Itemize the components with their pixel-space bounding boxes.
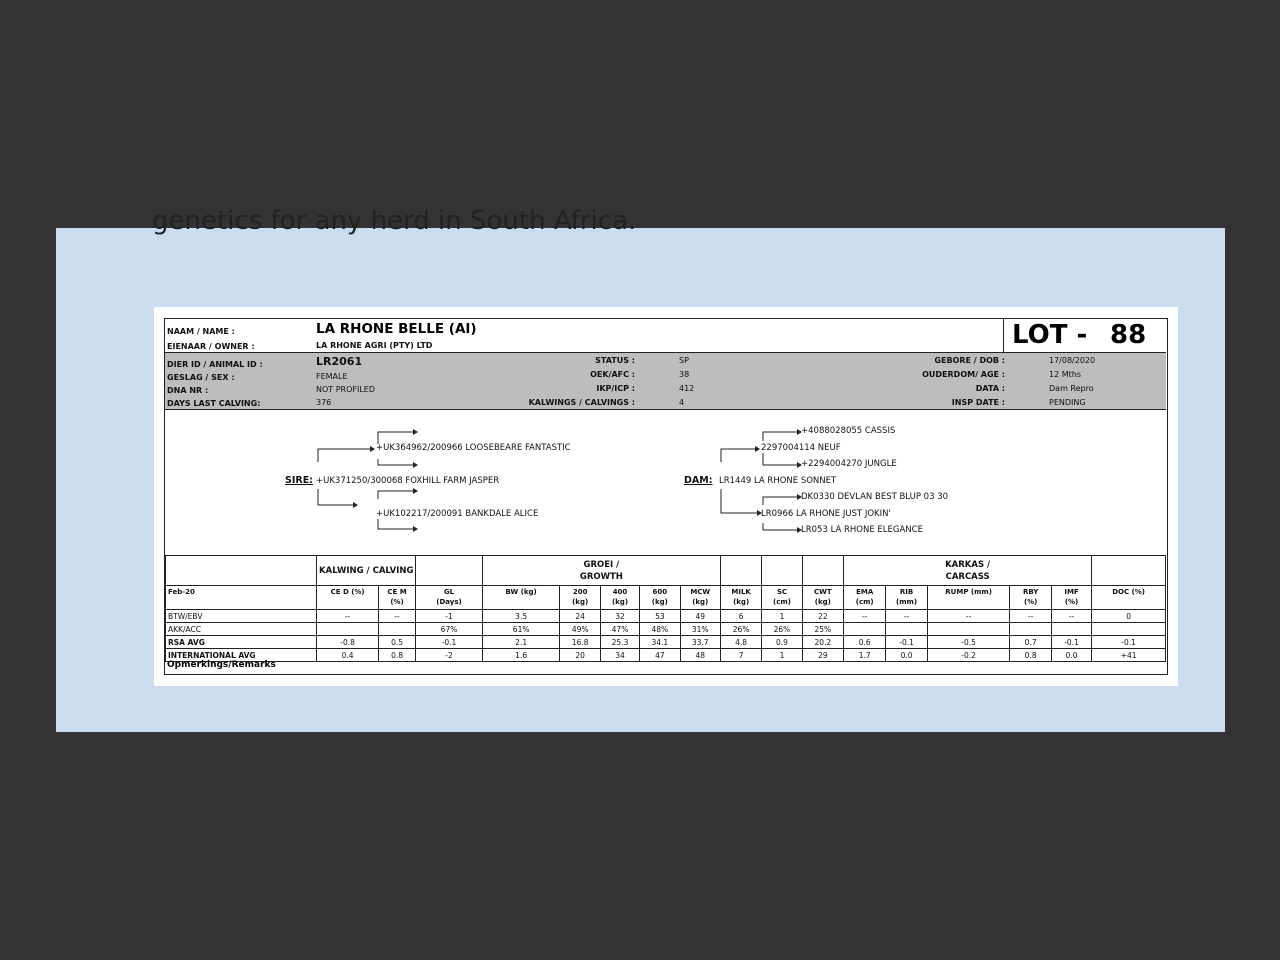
row-label: AKK/ACC [166,623,317,636]
table-cell [844,623,886,636]
table-cell: 6 [720,610,761,623]
table-row [166,636,1166,649]
table-cell [1051,623,1091,636]
column-header: GL (Days) [416,586,483,610]
table-cell: 34.1 [640,636,680,649]
table-cell: -0.1 [886,636,927,649]
table-cell: 61% [482,623,560,636]
group-growth [482,556,720,586]
performance-table [165,555,1166,662]
row-label: RSA AVG [166,636,317,649]
table-cell: 48 [680,649,720,662]
table-row [166,623,1166,636]
table-cell: 1 [762,610,802,623]
table-cell: -- [927,610,1010,623]
group-carcass-text: KARKAS / CARCASS [945,559,991,582]
table-cell: -- [378,610,415,623]
table-cell: -- [1051,610,1091,623]
sire-label: SIRE: [285,475,313,486]
group-growth-text: GROEI / GROWTH [579,559,623,582]
sex-label: GESLAG / SEX : [167,373,235,382]
table-cell: 47% [600,623,639,636]
column-header: EMA (cm) [844,586,886,610]
table-cell: -0.1 [1051,636,1091,649]
column-header: BW (kg) [482,586,560,610]
table-cell: 20.2 [802,636,843,649]
table-cell: 48% [640,623,680,636]
afc-label: OEK/AFC : [590,370,635,379]
group-gl-empty [416,556,483,586]
table-cell [378,623,415,636]
column-header: MILK (kg) [720,586,761,610]
table-cell: 53 [640,610,680,623]
dam-label: DAM: [684,475,713,486]
group-milk-empty [720,556,761,586]
row-label: BTW/EBV [166,610,317,623]
dam-sire-sire: +4088028055 CASSIS [801,426,896,436]
data-label: DATA : [975,384,1005,393]
table-cell: 2.1 [482,636,560,649]
table-cell: -2 [416,649,483,662]
dlc-value: 376 [316,398,332,407]
column-header: MCW (kg) [680,586,720,610]
age-value: 12 Mths [1049,370,1081,379]
column-header: 400 (kg) [600,586,639,610]
dam-sire: 2297004114 NEUF [761,443,841,453]
lot-label: LOT - [1012,320,1088,350]
data-value: Dam Repro [1049,384,1094,393]
dna-value: NOT PROFILED [316,385,376,394]
row-label: INTERNATIONAL AVG [166,649,317,662]
column-header: RBY (%) [1010,586,1051,610]
column-header: RUMP (mm) [927,586,1010,610]
table-cell: 67% [416,623,483,636]
dam-name: LR1449 LA RHONE SONNET [719,476,837,486]
dam-dam: LR0966 LA RHONE JUST JOKIN' [761,509,891,519]
pedigree-connectors [165,319,1166,555]
table-cell: 32 [600,610,639,623]
sire-name: +UK371250/300068 FOXHILL FARM JASPER [316,476,500,486]
table-cell: 26% [720,623,761,636]
group-calving: KALWING / CALVING [317,556,416,586]
status-value: SP [679,356,689,365]
table-cell: 0.0 [886,649,927,662]
table-cell: -0.2 [927,649,1010,662]
table-cell: 25% [802,623,843,636]
owner-label: EIENAAR / OWNER : [167,342,255,351]
name-label: NAAM / NAME : [167,327,235,336]
table-cell [886,623,927,636]
column-header: 200 (kg) [560,586,600,610]
column-header: 600 (kg) [640,586,680,610]
dob-value: 17/08/2020 [1049,356,1096,365]
table-cell: 7 [720,649,761,662]
table-cell: +41 [1092,649,1166,662]
table-cell [927,623,1010,636]
icp-value: 412 [679,384,695,393]
table-cell: -- [1010,610,1051,623]
table-cell: 0.9 [762,636,802,649]
column-header-row [166,586,1166,610]
card-frame [164,318,1168,675]
table-cell [317,623,379,636]
animal-name: LA RHONE BELLE (AI) [316,321,477,337]
group-cwt-empty [802,556,843,586]
table-cell: 34 [600,649,639,662]
animal-id: LR2061 [316,355,363,368]
page-panel [56,206,1225,732]
table-cell: 0.6 [844,636,886,649]
column-header: DOC (%) [1092,586,1166,610]
background-text: genetics for any herd in South Africa. [152,206,637,236]
insp-label: INSP DATE : [951,398,1005,407]
group-header-row [166,556,1166,586]
table-cell [1092,623,1166,636]
table-cell: 31% [680,623,720,636]
owner-value: LA RHONE AGRI (PTY) LTD [316,341,433,350]
table-cell: 49 [680,610,720,623]
table-cell: 49% [560,623,600,636]
dna-label: DNA NR : [167,386,209,395]
lot-number: 88 [1110,320,1147,350]
table-cell: -- [886,610,927,623]
column-header: CE D (%) [317,586,379,610]
table-cell [1010,623,1051,636]
table-cell: 25.3 [600,636,639,649]
table-cell: 47 [640,649,680,662]
dam-dam-dam: LR053 LA RHONE ELEGANCE [801,525,923,535]
table-cell: -1 [416,610,483,623]
table-cell: 0.7 [1010,636,1051,649]
table-cell: 0.4 [317,649,379,662]
table-cell: 29 [802,649,843,662]
table-cell: 22 [802,610,843,623]
table-cell: -- [844,610,886,623]
performance-body [166,610,1166,662]
table-cell: 3.5 [482,610,560,623]
table-cell: 1 [762,649,802,662]
column-header: CE M (%) [378,586,415,610]
dam-dam-sire: DK0330 DEVLAN BEST BLUP 03 30 [801,492,949,502]
sex-value: FEMALE [316,372,348,381]
table-cell: 16.8 [560,636,600,649]
age-label: OUDERDOM/ AGE : [922,370,1005,379]
table-cell: 0.8 [378,649,415,662]
table-cell: -- [317,610,379,623]
column-header: IMF (%) [1051,586,1091,610]
table-row [166,610,1166,623]
table-cell: 0.5 [378,636,415,649]
column-header: RIB (mm) [886,586,927,610]
sire-sire: +UK364962/200966 LOOSEBEARE FANTASTIC [376,443,571,453]
group-doc-empty [1092,556,1166,586]
dlc-label: DAYS LAST CALVING: [167,399,261,408]
table-cell: 1.6 [482,649,560,662]
table-cell: -0.1 [1092,636,1166,649]
group-sc-empty [762,556,802,586]
sire-dam: +UK102217/200091 BANKDALE ALICE [376,509,539,519]
table-cell: 33.7 [680,636,720,649]
table-cell: 1.7 [844,649,886,662]
table-cell: 0 [1092,610,1166,623]
column-header: SC (cm) [762,586,802,610]
table-row [166,649,1166,662]
table-cell: 26% [762,623,802,636]
table-cell: -0.8 [317,636,379,649]
calvings-value: 4 [679,398,685,407]
group-empty [166,556,317,586]
table-cell: 4.8 [720,636,761,649]
lot-card [154,307,1178,686]
afc-value: 38 [679,370,690,379]
dam-sire-dam: +2294004270 JUNGLE [801,459,897,469]
table-cell: -0.1 [416,636,483,649]
animal-id-label: DIER ID / ANIMAL ID : [167,360,263,369]
column-header: CWT (kg) [802,586,843,610]
insp-value: PENDING [1049,398,1086,407]
table-cell: -0.5 [927,636,1010,649]
group-carcass [844,556,1092,586]
status-label: STATUS : [595,356,635,365]
column-header: Feb-20 [166,586,317,610]
icp-label: IKP/ICP : [596,384,635,393]
table-cell: 0.8 [1010,649,1051,662]
table-cell: 24 [560,610,600,623]
calvings-label: KALWINGS / CALVINGS : [528,398,635,407]
dob-label: GEBORE / DOB : [934,356,1005,365]
table-cell: 0.0 [1051,649,1091,662]
remarks-label: Opmerkings/Remarks [167,660,276,670]
table-cell: 20 [560,649,600,662]
